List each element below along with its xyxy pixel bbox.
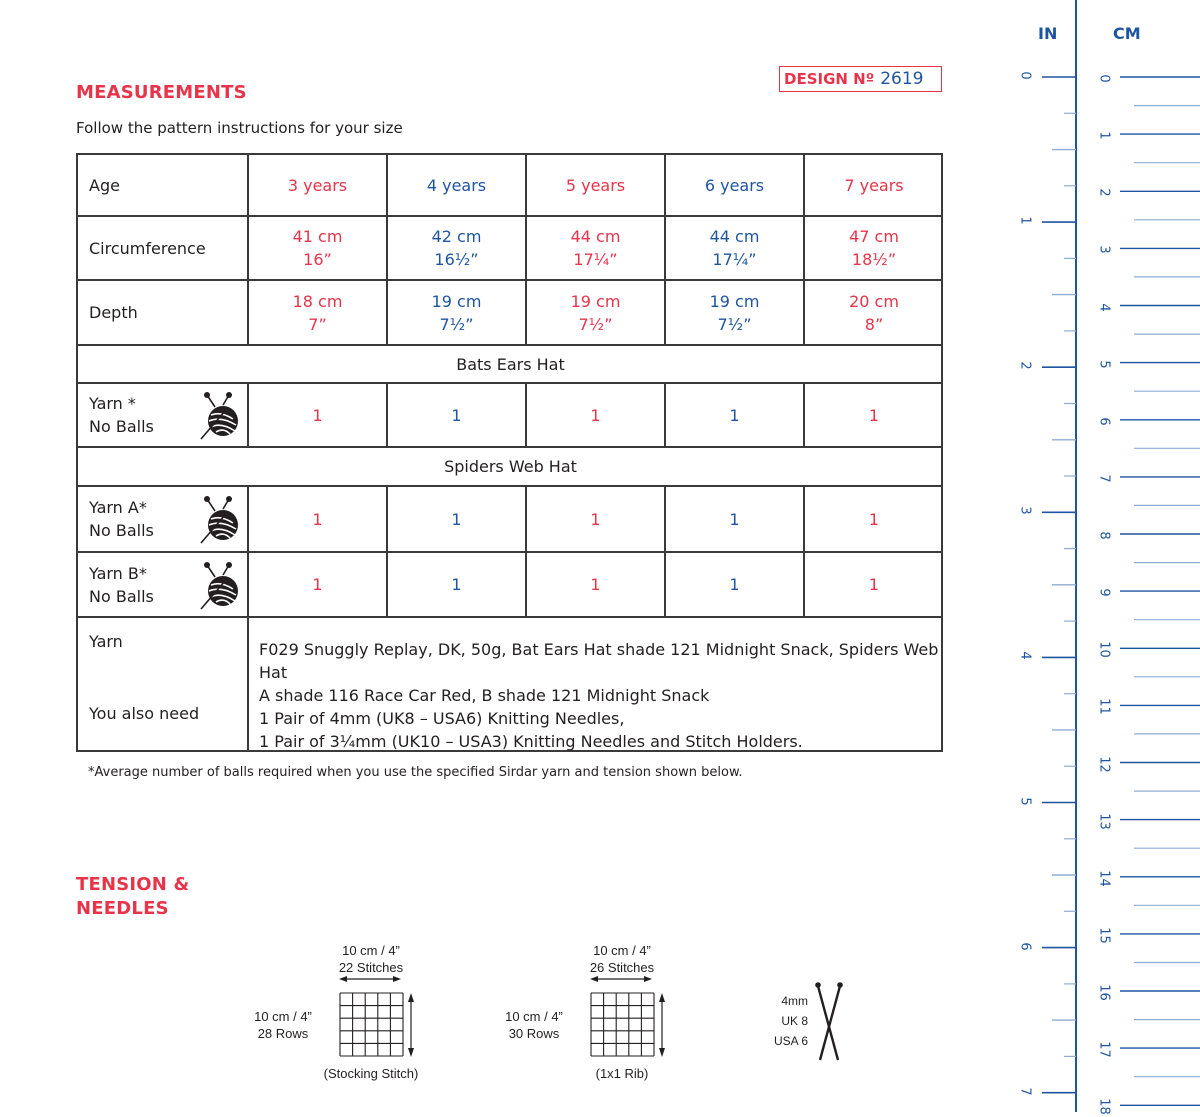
inch-mark-label: 1 [1017,216,1033,225]
cm-mark-label: 6 [1096,417,1112,426]
inch-mark-label: 3 [1017,506,1033,515]
cm-mark-label: 18 [1096,1098,1112,1116]
ruler-cm-label: CM [1113,24,1141,43]
value-inches: 7½” [439,314,474,334]
measurements-title: MEASUREMENTS [76,82,247,103]
swatch-height-measure: 10 cm / 4” [254,1009,312,1024]
cm-mark-label: 16 [1096,984,1112,1001]
swatch-rows: 30 Rows [508,1026,560,1041]
swatch-rows: 28 Rows [257,1026,309,1041]
size-header: 6 years [704,175,765,195]
cm-mark-label: 4 [1096,302,1112,312]
cm-mark-label: 0 [1096,74,1112,83]
value-inches: 7½” [717,314,752,334]
value-inches: 7½” [578,314,613,334]
no-balls-label: No Balls [89,417,154,436]
value-inches: 7” [308,314,327,334]
cm-mark-label: 10 [1096,641,1112,659]
cm-mark-label: 14 [1096,869,1112,887]
cm-mark-label: 3 [1096,245,1112,255]
yarn-label: Yarn A* [89,498,147,517]
inch-mark-label: 6 [1017,941,1033,951]
value-cm: 19 cm [709,291,760,311]
swatch-width-measure: 10 cm / 4” [593,943,651,958]
value-cm: 19 cm [431,291,482,311]
you-also-need-label: You also need [89,704,200,723]
swatch-stitches: 22 Stitches [338,960,404,975]
value-inches: 8” [864,314,884,334]
swatch-stitches: 26 Stitches [589,960,655,975]
value-inches: 16½” [434,250,479,269]
inch-mark-label: 2 [1017,361,1033,370]
value-inches: 18½” [851,250,897,269]
row-label-text: Circumference [89,238,206,258]
cm-mark-label: 1 [1096,131,1112,140]
cm-mark-label: 5 [1096,359,1112,369]
value-cm: 44 cm [709,227,760,246]
ball-count: 1 [868,575,880,594]
footnote: *Average number of balls required when you use the specified Sirdar yarn and tension shown below. [88,765,743,780]
value-cm: 20 cm [849,291,899,311]
ball-count: 1 [729,575,740,594]
ball-count: 1 [312,575,323,594]
ball-count: 1 [590,575,601,594]
row-label-text: Depth [89,303,138,322]
cm-mark-label: 9 [1096,588,1112,597]
no-balls-label: No Balls [89,521,154,540]
ball-count: 1 [729,405,740,425]
needle-usa: USA 6 [773,1034,808,1048]
size-header: 7 years [844,175,904,195]
value-cm: 42 cm [431,227,482,246]
yarn-label: Yarn B* [89,563,147,583]
cm-mark-label: 15 [1096,927,1112,944]
value-inches: 17¼” [712,250,757,269]
needle-size: 4mm [781,994,808,1008]
ruler-in-label: IN [1038,24,1058,43]
yarn-description-line2: A shade 116 Race Car Red, B shade 121 Midnight Snack [259,686,710,705]
value-cm: 19 cm [570,291,621,311]
no-balls-label: No Balls [89,586,154,606]
cm-mark-label: 11 [1096,698,1112,716]
needles-line1: 1 Pair of 4mm (UK8 – USA6) Knitting Needles, [259,709,625,728]
needle-uk: UK 8 [781,1014,808,1028]
ball-count: 1 [451,405,462,425]
size-header: 5 years [565,175,626,195]
needles-line2: 1 Pair of 3¼mm (UK10 – USA3) Knitting Needles and Stitch Holders. [259,732,803,751]
ball-count: 1 [590,509,601,529]
ball-count: 1 [312,405,323,425]
cm-mark-label: 12 [1096,755,1112,773]
swatch-stitch-type: (Stocking Stitch) [323,1066,419,1081]
inch-mark-label: 4 [1017,651,1033,661]
tension-title-line1: TENSION & [76,874,190,895]
ball-count: 1 [868,509,880,529]
swatch-stitch-type: (1x1 Rib) [595,1066,649,1081]
inch-mark-label: 5 [1017,796,1033,806]
measurements-subtitle: Follow the pattern instructions for your size [76,119,403,137]
yarn-description-line1: F029 Snuggly Replay, DK, 50g, Bat Ears Hat shade 121 Midnight Snack, Spiders Web Hat [259,640,939,682]
design-number: 2619 [880,69,924,89]
size-header: 4 years [426,175,487,195]
cm-mark-label: 7 [1096,474,1112,483]
tension-title-line2: NEEDLES [76,898,169,919]
row-label-text: Age [89,175,120,195]
ball-count: 1 [312,509,323,529]
value-cm: 18 cm [292,291,343,311]
inch-mark-label: 0 [1017,71,1033,80]
cm-mark-label: 2 [1096,188,1112,197]
value-inches: 17¼” [573,250,618,269]
swatch-height-measure: 10 cm / 4” [505,1009,563,1024]
inch-mark-label: 7 [1017,1087,1033,1096]
ball-count: 1 [590,405,601,425]
value-cm: 47 cm [849,227,899,246]
value-inches: 16” [303,250,332,269]
swatch-width-measure: 10 cm / 4” [342,943,400,958]
heading-text: Bats Ears Hat [456,354,565,374]
size-header: 3 years [287,175,348,195]
ball-count: 1 [729,509,740,529]
value-cm: 41 cm [292,227,343,246]
cm-mark-label: 13 [1096,812,1112,830]
value-cm: 44 cm [570,227,621,246]
ball-count: 1 [451,509,462,529]
heading-text: Spiders Web Hat [444,457,577,476]
ball-count: 1 [451,575,462,594]
yarn-label: Yarn * [89,394,136,413]
cm-mark-label: 8 [1096,531,1112,540]
ball-count: 1 [868,405,880,425]
cm-mark-label: 17 [1096,1041,1112,1058]
design-label: DESIGN Nº [784,70,875,88]
yarn-info-label: Yarn [89,632,123,651]
